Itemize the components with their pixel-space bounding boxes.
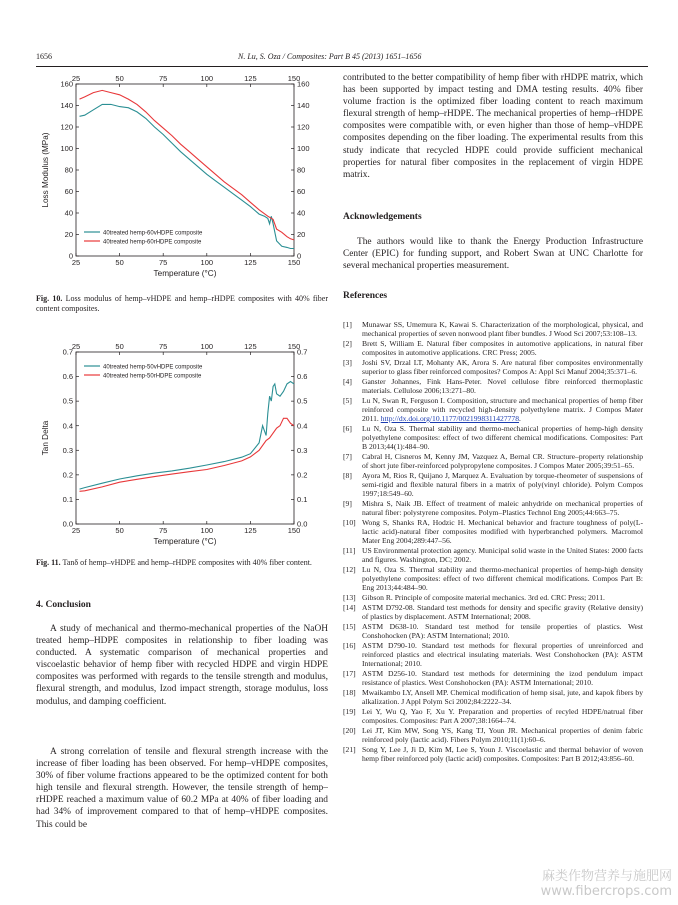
reference-text: Gibson R. Principle of composite material mechanics. 3rd ed. CRC Press; 2011. [362,593,605,603]
conclusion-paragraph-2: A strong correlation of tensile and flexural strength increase with the increase of fiber loading has been observed. For hemp–vHDPE composites, 30% of fiber volume fractions appeared to be the optimized content for both high tensile and flexural strength. However, the tensile strength of hemp–rHDPE reached a maximum value of 60.2 MPa at 40% of fiber loading and had 34% of improvement compared to that of hemp–vHDPE composites. This could be [36,747,328,830]
y-tick-label: 120 [60,122,73,132]
y-axis-label: Tan Delta [41,420,50,456]
y-tick-label: 40 [64,208,73,218]
reference-item [343,339,643,357]
top-tick-label: 75 [159,342,168,351]
right-tick-label: 0.3 [297,445,308,455]
top-tick-label: 75 [159,74,168,83]
y-tick-label: 20 [64,230,73,240]
reference-number: [7] [343,452,352,461]
reference-number: [3] [343,357,352,367]
y-tick-label: 0 [68,251,73,261]
right-tick-label: 120 [297,122,310,132]
right-tick-label: 40 [297,208,306,218]
reference-item [343,622,643,640]
reference-item [343,688,643,706]
top-tick-label: 25 [71,74,81,83]
reference-text: Lei Y, Wu Q, Yao F, Xu Y. Preparation and properties of recyled HDPE/natrual fiber composites. Composites: Part A 2007;38:1664–74. [362,706,643,725]
reference-item [343,358,643,376]
reference-text: Ganster Johannes, Fink Hans-Peter. Novel cellulose fibre reinforced thermoplastic materials. Cellulose 2006;13:271–80. [362,376,643,395]
right-tick-label: 0.1 [297,495,308,505]
figure-11 [36,338,328,552]
right-tick-label: 100 [297,144,310,154]
reference-item [343,499,643,517]
reference-number: [17] [343,668,356,678]
y-tick-label: 0.2 [62,470,73,480]
series-line [80,90,295,240]
x-tick-label: 100 [200,526,214,535]
right-tick-label: 80 [297,165,306,175]
reference-item [343,593,643,602]
reference-number: [18] [343,687,356,697]
right-tick-label: 140 [297,101,310,111]
y-tick-label: 0.1 [62,495,73,505]
legend-label: 40treated hemp-50rHDPE composite [103,373,202,380]
reference-list [343,320,643,764]
right-tick-label: 0.2 [297,470,308,480]
reference-item [343,603,643,621]
reference-number: [16] [343,640,356,650]
y-tick-label: 140 [60,101,73,111]
conclusion-heading: 4. Conclusion [36,600,91,610]
reference-item [343,396,643,423]
top-tick-label: 125 [244,342,257,351]
y-tick-label: 0.0 [62,519,73,529]
top-tick-label: 150 [287,74,301,83]
reference-text: Wong S, Shanks RA, Hodzic H. Mechanical behavior and fracture toughness of poly(L-lactic acid)-natural fiber composites modified with hyperbranched polymers. Macromol Mater Eng 2004;289:447–56. [362,518,643,546]
top-tick-label: 100 [200,342,214,351]
caption-label: Fig. 10. [36,294,63,303]
reference-item [343,518,643,545]
reference-number: [12] [343,565,356,575]
reference-item [343,707,643,725]
reference-text: Lei JT, Kim MW, Song YS, Kang TJ, Youn JR. Mechanical properties of denim fabric reinforced poly (lactic acid). Fibers Polym 2010;11(1):60–6. [362,725,643,744]
reference-number: [9] [343,499,352,509]
reference-item [343,726,643,744]
reference-text: ASTM D790-10. Standard test methods for flexural properties of unreinforced and reinforced plastics and electrical insulating materials. West Conshohocken (PA): ASTM International; 2010. [362,640,643,669]
x-axis-label: Temperature (°C) [153,537,217,546]
top-tick-label: 50 [115,342,124,351]
watermark-line-2: www.fibercrops.com [540,884,672,899]
x-tick-label: 25 [71,526,81,535]
top-tick-label: 25 [71,342,81,351]
reference-number: [4] [343,376,352,386]
reference-text: Mwaikambo LY, Ansell MP. Chemical modification of hemp sisal, jute, and kapok fibers by alkalization. J Appl Polym Sci 2002;84:2222–34. [362,687,643,707]
x-tick-label: 150 [287,526,301,535]
x-tick-label: 75 [159,258,168,267]
right-tick-label: 0.7 [297,347,308,357]
reference-number: [14] [343,602,356,612]
reference-text: ASTM D792-08. Standard test methods for density and specific gravity (Relative density) of plastics by displacement. ASTM International; 2008. [362,602,643,622]
x-tick-label: 25 [71,258,81,267]
reference-number: [5] [343,395,352,405]
reference-text: Joshi SV, Drzal LT, Mohanty AK, Arora S. Are natural fiber composites environmentally superior to glass fiber reinforced composites? Compos A: Appl Sci Manuf 2004;35:371–6. [362,357,643,377]
caption-label: Fig. 11. [36,558,61,567]
legend-label: 40treated hemp-60vHDPE composite [103,230,203,237]
reference-text: Cabral H, Cisneros M, Kenny JM, Vazquez A, Bernal CR. Structure–property relationship of short jute fiber-reinforced polypropylene composites. J Compos Mater 2005;39:51–65. [362,452,643,471]
y-tick-label: 60 [64,187,73,197]
reference-number: [11] [343,546,356,556]
right-tick-label: 0.0 [297,519,308,529]
reference-text: Lu N, Oza S. Thermal stability and thermo-mechanical properties of hemp-high density polyethylene composites: effect of two different chemical modifications. Composites: Part B 2013;44(1):484–90. [362,423,643,452]
reference-text: ASTM D638-10. Standard test method for tensile properties of plastics. West Conshohocken (PA): ASTM International; 2010. [362,621,643,641]
reference-item [343,320,643,338]
loss-modulus-chart [36,70,328,284]
reference-text: Song Y, Lee J, Ji D, Kim M, Lee S, Youn J. Viscoelastic and thermal behavior of woven hemp fiber reinforced poly (lactic acid) composites. Composites: Part B 2012;43:856–60. [362,744,643,763]
reference-text: ASTM D256-10. Standard test methods for determining the izod pendulum impact resistance of plastics. West Conshohocken (PA): ASTM International; 2010. [362,668,643,688]
reference-item [343,377,643,395]
doi-link[interactable]: http://dx.doi.org/10.1177/0021998311427778 [380,414,520,424]
header-rule [36,66,648,67]
y-tick-label: 0.5 [62,396,73,406]
right-tick-label: 0.5 [297,396,308,406]
top-tick-label: 125 [244,74,257,83]
reference-number: [21] [343,744,356,754]
reference-text: Munawar SS, Umemura K, Kawai S. Characterization of the morphological, physical, and mechanical properties of seven nonwood plant fiber bundles. J Wood Sci 2007;53:108–13. [362,320,643,339]
right-tick-label: 0.6 [297,372,308,382]
reference-text: Lu N, Oza S. Thermal stability and thermo-mechanical properties of hemp-high density polyethylene composites: effect of two different chemical modifications. Compos Part B: Eng 2013;44:484–90. [362,565,643,593]
top-tick-label: 150 [287,342,301,351]
x-tick-label: 150 [287,258,301,267]
reference-item [343,641,643,668]
reference-text: US Environmental protection agency. Municipal solid waste in the United States: 2000 facts and figures. Washington, DC; 2002. [362,546,643,565]
reference-text: Brett S, William E. Natural fiber composites in automotive applications, in natural fiber composites in automotive applications. CRC Press; 2005. [362,338,643,358]
reference-number: [10] [343,518,356,527]
legend-label: 40treated hemp-50vHDPE composite [103,364,203,371]
reference-number: [19] [343,706,356,716]
x-tick-label: 75 [159,526,168,535]
reference-text: Ayora M, Rios R, Quijano J, Marquez A. Evaluation by torque-rheometer of suspensions of semi-rigid and flexible natural fibers in a matrix of poly(vinyl chloride). Polym Compos 1997;18:549–60. [362,470,643,499]
watermark-line-1: 麻类作物营养与施肥网 [541,869,672,884]
references-heading: References [343,291,388,301]
reference-text: Mishra S, Naik JB. Effect of treatment of maleic anhydride on mechanical properties of natural fiber: polystyrene composites. Polym–Plastics Technol Eng 2005;44:663–75. [362,499,643,518]
series-line [80,104,295,248]
y-tick-label: 0.7 [62,347,73,357]
legend-label: 40treated hemp-60rHDPE composite [103,239,202,246]
x-tick-label: 125 [244,526,257,535]
conclusion-paragraph-1: A study of mechanical and thermo-mechanical properties of the NaOH treated hemp–HDPE composites in relationship to fiber loading was conducted. A systematic comparison of mechanical properties and viscoelastic behavior of hemp fiber with recycled HDPE and virgin HDPE composites was performed with regards to the tensile strength and modulus, flexural strength, and modulus, Izod impact strength, storage modulus, loss modulus, and damping coefficient. [36,624,328,707]
reference-number: [15] [343,621,356,631]
y-tick-label: 160 [60,79,73,89]
right-tick-label: 0.4 [297,421,308,431]
y-tick-label: 0.6 [62,372,73,382]
reference-number: [1] [343,320,352,329]
acknowledgements-text: The authors would like to thank the Energy Production Infrastructure Center (EPIC) for funding support, and Robert Swan at UNC Charlotte for several mechanical properties measurement. [343,237,643,272]
y-axis-label: Loss Modulus (MPa) [41,132,50,208]
reference-text: Lu N, Swan R, Ferguson I. Composition, structure and mechanical properties of hemp fiber reinforced composite with recycled high-density polyethylene matrix. J Compos Mater 2011. [362,395,643,424]
acknowledgements-heading: Acknowledgements [343,212,422,222]
x-tick-label: 125 [244,258,257,267]
watermark [541,869,672,899]
x-tick-label: 50 [115,526,124,535]
reference-item [343,471,643,498]
y-tick-label: 0.3 [62,445,73,455]
x-axis-label: Temperature (°C) [153,269,217,278]
figure-10 [36,70,328,284]
reference-number: [20] [343,725,356,735]
reference-item [343,745,643,763]
reference-number: [8] [343,470,352,480]
y-tick-label: 100 [60,144,73,154]
reference-number: [13] [343,593,356,603]
y-tick-label: 80 [64,165,73,175]
figure-10-caption [36,294,328,314]
reference-number: [2] [343,338,352,348]
tan-delta-chart [36,338,328,552]
reference-item [343,546,643,564]
top-tick-label: 50 [115,74,124,83]
reference-item [343,565,643,592]
right-tick-label: 0 [297,251,302,261]
reference-number: [6] [343,423,352,433]
right-tick-label: 20 [297,230,306,240]
caption-text: Loss modulus of hemp–vHDPE and hemp–rHDPE composites with 40% fiber content composites. [36,294,329,313]
reference-item [343,452,643,470]
series-line [80,382,295,490]
page-number: 1656 [36,52,52,61]
conclusion-paragraph-3: contributed to the better compatibility of hemp fiber with rHDPE matrix, which has been supported by impact testing and DMA testing results. 40% fiber volume fraction is the optimized fiber loading content to reach maximum flexural strength of hemp–rHDPE. The mechanical properties of hemp–rHDPE composites were compatible with, or even higher than those of hemp–vHDPE composites depending on the fiber loading. The experimental results from this study indicate that recycled HDPE could provide sufficient mechanical properties for natural fiber composites in the replacement of virgin HDPE matrix. [343,73,643,180]
caption-text: Tanδ of hemp–vHDPE and hemp–rHDPE composites with 40% fiber content. [62,558,312,567]
x-tick-label: 50 [115,258,124,267]
right-tick-label: 60 [297,187,306,197]
reference-item [343,669,643,687]
reference-text-end: . [519,414,521,424]
reference-item [343,424,643,451]
running-head: N. Lu, S. Oza / Composites: Part B 45 (2013) 1651–1656 [238,52,422,61]
top-tick-label: 100 [200,74,214,83]
x-tick-label: 100 [200,258,214,267]
right-tick-label: 160 [297,79,310,89]
figure-11-caption [36,558,328,568]
y-tick-label: 0.4 [62,421,73,431]
